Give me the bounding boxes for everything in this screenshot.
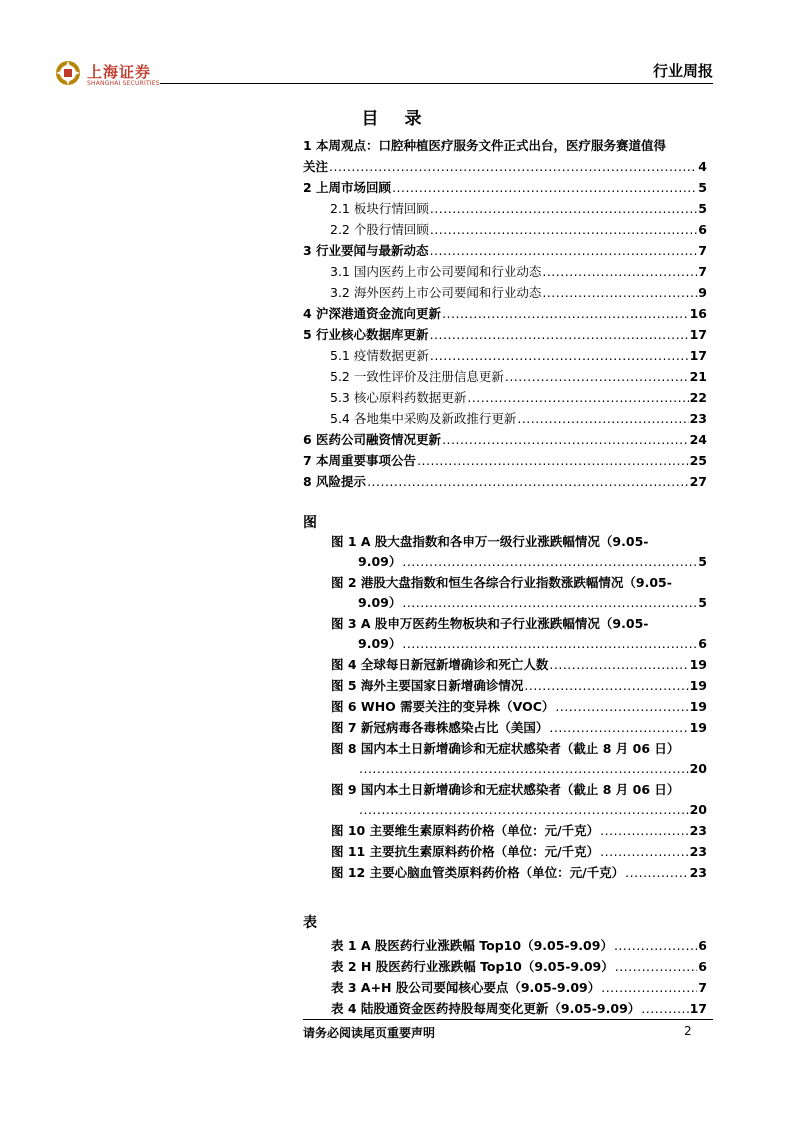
entry-label: 图 11 主要抗生素原料药价格（单位：元/千克） <box>331 844 600 859</box>
toc-entry[interactable] <box>303 431 707 449</box>
header-divider <box>160 83 713 84</box>
toc-entry[interactable] <box>303 452 707 470</box>
entry-label: 3.1 国内医药上市公司要闻和行业动态 <box>330 264 542 279</box>
entry-page-number: 17 <box>689 348 707 363</box>
document-type: 行业周报 <box>652 62 713 80</box>
toc-entry-label[interactable]: 1 本周观点：口腔种植医疗服务文件正式出台，医疗服务赛道值得 <box>303 138 667 153</box>
entry-label: 图 7 新冠病毒各毒株感染占比（美国） <box>331 720 549 735</box>
leader-dots <box>430 347 689 365</box>
entry-page-number: 23 <box>689 823 707 838</box>
entry-page-number: 24 <box>689 432 707 447</box>
entry-page-number: 19 <box>689 699 707 714</box>
figure-entry-label[interactable]: 图 3 A 股申万医药生物板块和子行业涨跌幅情况（9.05- <box>331 616 649 631</box>
toc-entry[interactable] <box>303 326 707 344</box>
leader-dots <box>467 389 688 407</box>
leader-dots <box>641 1000 688 1018</box>
entry-page-number: 5 <box>698 180 707 195</box>
entry-page-number: 23 <box>689 865 707 880</box>
entry-label: 表 2 H 股医药行业涨跌幅 Top10（9.05-9.09） <box>331 959 614 974</box>
toc-entry[interactable] <box>330 347 707 365</box>
entry-label: 5 行业核心数据库更新 <box>303 327 429 342</box>
figure-entry[interactable] <box>358 635 707 653</box>
entry-label: 5.2 一致性评价及注册信息更新 <box>330 369 504 384</box>
table-entry[interactable] <box>331 1000 707 1018</box>
leader-dots <box>367 473 689 491</box>
figure-entry[interactable] <box>331 822 707 840</box>
entry-label: 2.2 个股行情回顾 <box>330 222 429 237</box>
entry-page-number: 20 <box>689 802 707 817</box>
entry-page-number: 16 <box>689 306 707 321</box>
figure-entry-label[interactable]: 图 2 港股大盘指数和恒生各综合行业指数涨跌幅情况（9.05- <box>331 575 672 590</box>
entry-page-number: 6 <box>698 636 707 651</box>
entry-page-number: 5 <box>698 201 707 216</box>
toc-entry[interactable] <box>330 389 707 407</box>
toc-title: 目 录 <box>361 109 432 129</box>
figure-entry[interactable] <box>331 698 707 716</box>
entry-page-number: 21 <box>689 369 707 384</box>
entry-page-number: 6 <box>698 222 707 237</box>
leader-dots <box>600 822 688 840</box>
leader-dots <box>329 158 697 176</box>
footer-divider <box>303 1019 713 1020</box>
entry-label: 3.2 海外医药上市公司要闻和行业动态 <box>330 285 542 300</box>
entry-label: 表 1 A 股医药行业涨跌幅 Top10（9.05-9.09） <box>331 938 613 953</box>
entry-page-number: 20 <box>689 761 707 776</box>
figures-heading: 图 <box>303 515 317 531</box>
logo-mark-icon <box>55 60 81 86</box>
figure-entry[interactable] <box>358 594 707 612</box>
entry-label: 表 3 A+H 股公司要闻核心要点（9.05-9.09） <box>331 980 601 995</box>
logo-text-cn: 上海证券 <box>87 63 152 81</box>
entry-label: 9.09） <box>358 595 402 610</box>
leader-dots <box>517 410 688 428</box>
entry-label: 5.1 疫情数据更新 <box>330 348 429 363</box>
company-logo <box>55 60 165 92</box>
figure-entry[interactable] <box>358 553 707 571</box>
entry-label: 图 12 主要心脑血管类原料药价格（单位：元/千克） <box>331 865 625 880</box>
entry-page-number: 7 <box>698 243 707 258</box>
entry-label: 2.1 板块行情回顾 <box>330 201 429 216</box>
entry-page-number: 19 <box>689 657 707 672</box>
logo-text-en: SHANGHAI SECURITIES <box>87 80 160 87</box>
entry-label: 3 行业要闻与最新动态 <box>303 243 429 258</box>
leader-dots <box>442 431 689 449</box>
entry-label: 图 5 海外主要国家日新增确诊情况 <box>331 678 524 693</box>
entry-page-number: 5 <box>698 595 707 610</box>
leader-dots <box>549 719 688 737</box>
leader-dots <box>442 305 689 323</box>
figure-entry-label[interactable]: 图 8 国内本土日新增确诊和无症状感染者（截止 8 月 06 日） <box>331 741 680 756</box>
entry-page-number: 25 <box>689 453 707 468</box>
toc-entry[interactable] <box>330 221 707 239</box>
entry-label: 5.4 各地集中采购及新政推行更新 <box>330 411 517 426</box>
figure-entry[interactable] <box>358 801 707 819</box>
leader-dots <box>542 284 697 302</box>
leader-dots <box>430 326 689 344</box>
entry-label: 7 本周重要事项公告 <box>303 453 417 468</box>
leader-dots <box>615 958 698 976</box>
leader-dots <box>402 594 697 612</box>
entry-page-number: 7 <box>698 264 707 279</box>
entry-label: 关注 <box>303 159 329 174</box>
entry-page-number: 23 <box>689 844 707 859</box>
leader-dots <box>430 242 698 260</box>
entry-page-number: 6 <box>698 959 707 974</box>
leader-dots <box>505 368 689 386</box>
entry-page-number: 9 <box>698 285 707 300</box>
entry-page-number: 19 <box>689 720 707 735</box>
entry-page-number: 5 <box>698 554 707 569</box>
entry-page-number: 7 <box>698 980 707 995</box>
figure-entry[interactable] <box>331 719 707 737</box>
entry-label: 4 沪深港通资金流向更新 <box>303 306 442 321</box>
entry-page-number: 27 <box>689 474 707 489</box>
toc-entry[interactable] <box>303 242 707 260</box>
footer-disclaimer: 请务必阅读尾页重要声明 <box>303 1026 436 1040</box>
toc-entry[interactable] <box>303 158 707 176</box>
table-entry[interactable] <box>331 937 707 955</box>
table-entry[interactable] <box>331 958 707 976</box>
leader-dots <box>402 635 697 653</box>
leader-dots <box>625 864 688 882</box>
figure-entry-label[interactable]: 图 1 A 股大盘指数和各申万一级行业涨跌幅情况（9.05- <box>331 534 649 549</box>
leader-dots <box>430 221 697 239</box>
figure-entry[interactable] <box>358 760 707 778</box>
leader-dots <box>542 263 697 281</box>
entry-label: 表 4 陆股通资金医药持股每周变化更新（9.05-9.09） <box>331 1001 641 1016</box>
entry-label: 9.09） <box>358 636 402 651</box>
figure-entry[interactable] <box>331 656 707 674</box>
entry-label: 图 6 WHO 需要关注的变异株（VOC） <box>331 699 555 714</box>
leader-dots <box>601 979 697 997</box>
entry-page-number: 19 <box>689 678 707 693</box>
leader-dots <box>549 656 688 674</box>
leader-dots <box>430 200 697 218</box>
toc-entry[interactable] <box>330 410 707 428</box>
figure-entry[interactable] <box>331 864 707 882</box>
figure-entry[interactable] <box>331 677 707 695</box>
entry-page-number: 6 <box>698 938 707 953</box>
entry-page-number: 23 <box>689 411 707 426</box>
leader-dots <box>600 843 688 861</box>
leader-dots <box>614 937 697 955</box>
entry-label: 9.09） <box>358 554 402 569</box>
figure-entry-label[interactable]: 图 9 国内本土日新增确诊和无症状感染者（截止 8 月 06 日） <box>331 782 680 797</box>
entry-page-number: 17 <box>689 1001 707 1016</box>
toc-entry[interactable] <box>330 368 707 386</box>
tables-heading: 表 <box>303 915 317 931</box>
leader-dots <box>417 452 689 470</box>
entry-label: 5.3 核心原料药数据更新 <box>330 390 467 405</box>
figure-entry[interactable] <box>331 843 707 861</box>
entry-label: 6 医药公司融资情况更新 <box>303 432 442 447</box>
leader-dots <box>359 760 689 778</box>
toc-entry[interactable] <box>303 473 707 491</box>
toc-entry[interactable] <box>330 263 707 281</box>
toc-entry[interactable] <box>330 200 707 218</box>
toc-entry[interactable] <box>303 179 707 197</box>
leader-dots <box>555 698 688 716</box>
entry-label: 图 4 全球每日新冠新增确诊和死亡人数 <box>331 657 549 672</box>
entry-label: 图 10 主要维生素原料药价格（单位：元/千克） <box>331 823 600 838</box>
leader-dots <box>359 801 689 819</box>
entry-label: 2 上周市场回顾 <box>303 180 392 195</box>
entry-label: 8 风险提示 <box>303 474 367 489</box>
page-number: 2 <box>684 1024 692 1038</box>
entry-page-number: 22 <box>689 390 707 405</box>
leader-dots <box>524 677 688 695</box>
table-entry[interactable] <box>331 979 707 997</box>
toc-entry[interactable] <box>330 284 707 302</box>
entry-page-number: 4 <box>698 159 707 174</box>
leader-dots <box>402 553 697 571</box>
entry-page-number: 17 <box>689 327 707 342</box>
leader-dots <box>392 179 697 197</box>
toc-entry[interactable] <box>303 305 707 323</box>
